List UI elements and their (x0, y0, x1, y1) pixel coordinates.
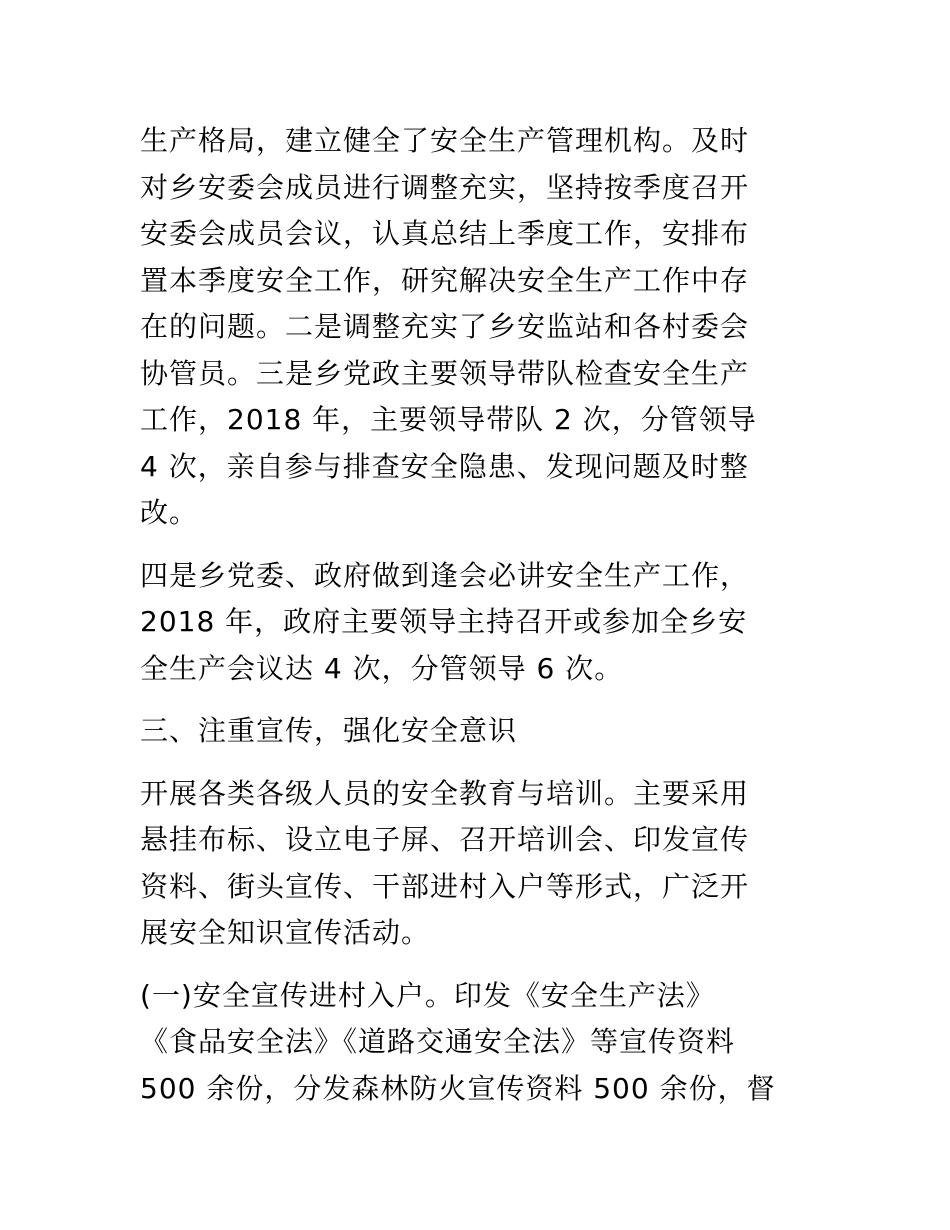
text-line: 全生产会议达 4 次，分管领导 6 次。 (140, 651, 624, 685)
text-line: 开展各类各级人员的安全教育与培训。主要采用 (140, 776, 750, 810)
text-line: 悬挂布标、设立电子屏、召开培训会、印发宣传 (140, 823, 750, 856)
text-line: 置本季度安全工作，研究解决安全生产工作中存 (140, 263, 750, 297)
text-line: 《食品安全法》《道路交通安全法》等宣传资料 (140, 1025, 736, 1058)
paragraph-1 (140, 118, 820, 537)
heading-line: 三、注重宣传，强化安全意识 (140, 714, 518, 747)
paragraph-4 (140, 973, 820, 1113)
text-line: 协管员。三是乡党政主要领导带队检查安全生产 (140, 356, 750, 390)
text-line: 在的问题。二是调整充实了乡安监站和各村委会 (140, 310, 750, 343)
paragraph-2 (140, 553, 820, 693)
text-line: 资料、街头宣传、干部进村入户等形式，广泛开 (140, 869, 750, 903)
text-line: 改。 (140, 496, 199, 529)
text-line: 对乡安委会成员进行调整充实，坚持按季度召开 (140, 170, 750, 204)
text-line: 4 次，亲自参与排查安全隐患、发现问题及时整 (140, 449, 749, 483)
text-line: 展安全知识宣传活动。 (140, 916, 431, 949)
paragraph-3 (140, 771, 820, 957)
text-line: (一)安全宣传进村入户。印发《安全生产法》 (140, 978, 715, 1012)
text-line: 四是乡党委、政府做到逢会必讲安全生产工作， (140, 558, 750, 592)
text-line: 生产格局，建立健全了安全生产管理机构。及时 (140, 124, 750, 157)
text-line: 2018 年，政府主要领导主持召开或参加全乡安 (140, 605, 748, 638)
text-line: 工作，2018 年，主要领导带队 2 次，分管领导 (140, 403, 757, 436)
text-line: 安委会成员会议，认真总结上季度工作，安排布 (140, 217, 750, 250)
document-body (140, 118, 820, 1128)
section-heading (140, 708, 820, 755)
text-line: 500 余份，分发森林防火宣传资料 500 余份，督 (140, 1071, 776, 1105)
